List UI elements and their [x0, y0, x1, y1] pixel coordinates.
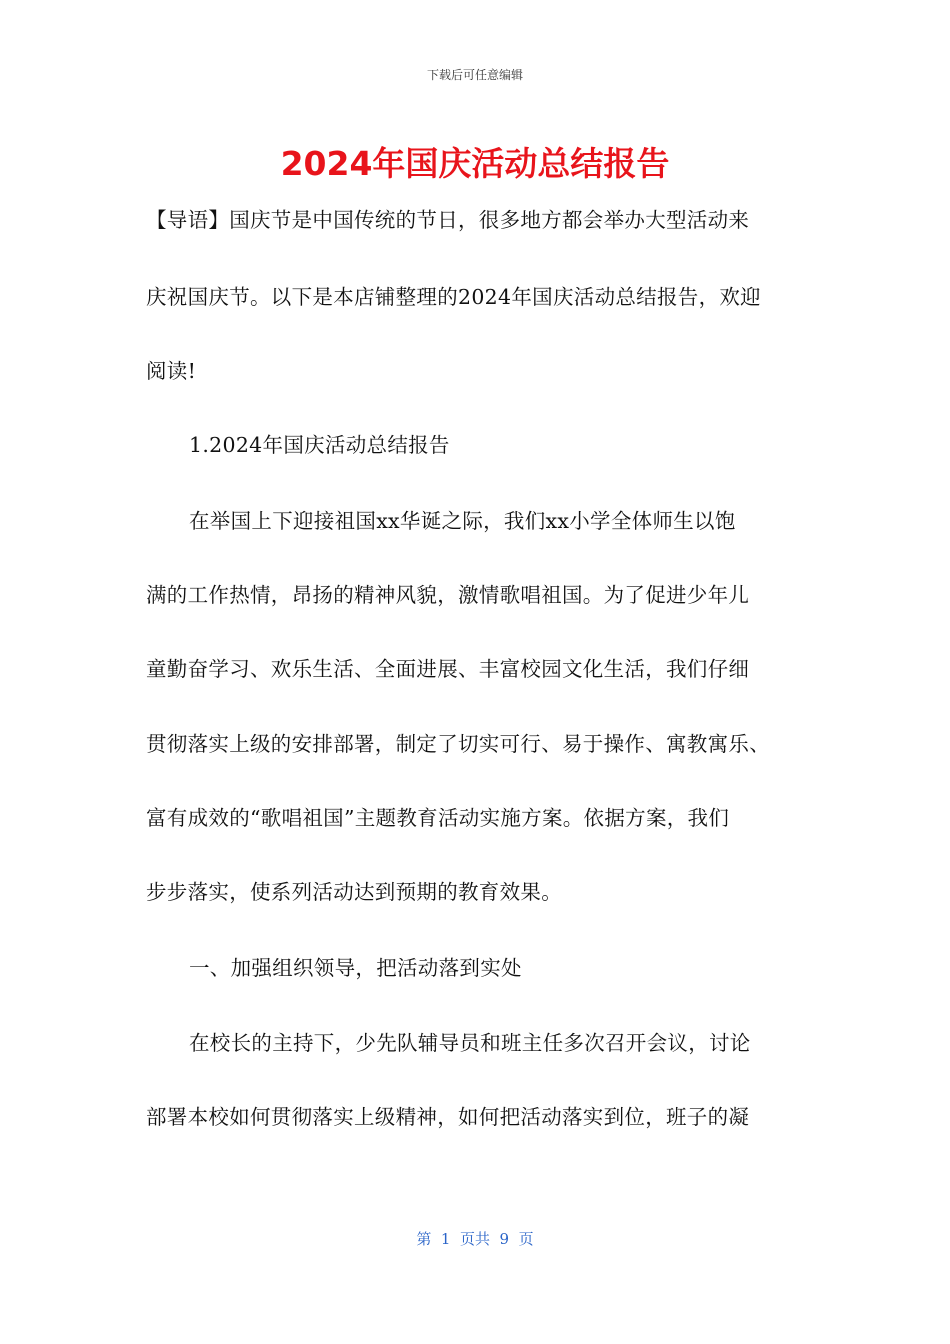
paragraph-line: 童勤奋学习、欢乐生活、全面进展、丰富校园文化生活，我们仔细: [146, 657, 750, 681]
document-title: 2024年国庆活动总结报告: [280, 144, 670, 183]
header-note: 下载后可任意编辑: [426, 68, 523, 82]
section-heading-1: 1.2024年国庆活动总结报告: [189, 433, 450, 457]
paragraph-line: 部署本校如何贯彻落实上级精神，如何把活动落实到位，班子的凝: [146, 1105, 750, 1129]
intro-line-1: 【导语】国庆节是中国传统的节日，很多地方都会举办大型活动来: [146, 208, 750, 232]
paragraph-line: 富有成效的“歌唱祖国”主题教育活动实施方案。依据方案，我们: [146, 806, 730, 830]
paragraph-line: 满的工作热情，昂扬的精神风貌，激情歌唱祖国。为了促进少年儿: [146, 583, 750, 607]
intro-line-2: 庆祝国庆节。以下是本店铺整理的2024年国庆活动总结报告，欢迎: [146, 285, 761, 309]
paragraph-line: 贯彻落实上级的安排部署，制定了切实可行、易于操作、寓教寓乐、: [146, 732, 770, 756]
paragraph-line: 步步落实，使系列活动达到预期的教育效果。: [146, 880, 562, 904]
paragraph-line: 在校长的主持下，少先队辅导员和班主任多次召开会议，讨论: [189, 1031, 751, 1055]
section-heading-2: 一、加强组织领导，把活动落到实处: [189, 956, 522, 980]
paragraph-line: 在举国上下迎接祖国xx华诞之际，我们xx小学全体师生以饱: [189, 509, 736, 533]
page-footer: 第 1 页共 9 页: [416, 1230, 534, 1248]
intro-line-3: 阅读!: [146, 359, 197, 383]
